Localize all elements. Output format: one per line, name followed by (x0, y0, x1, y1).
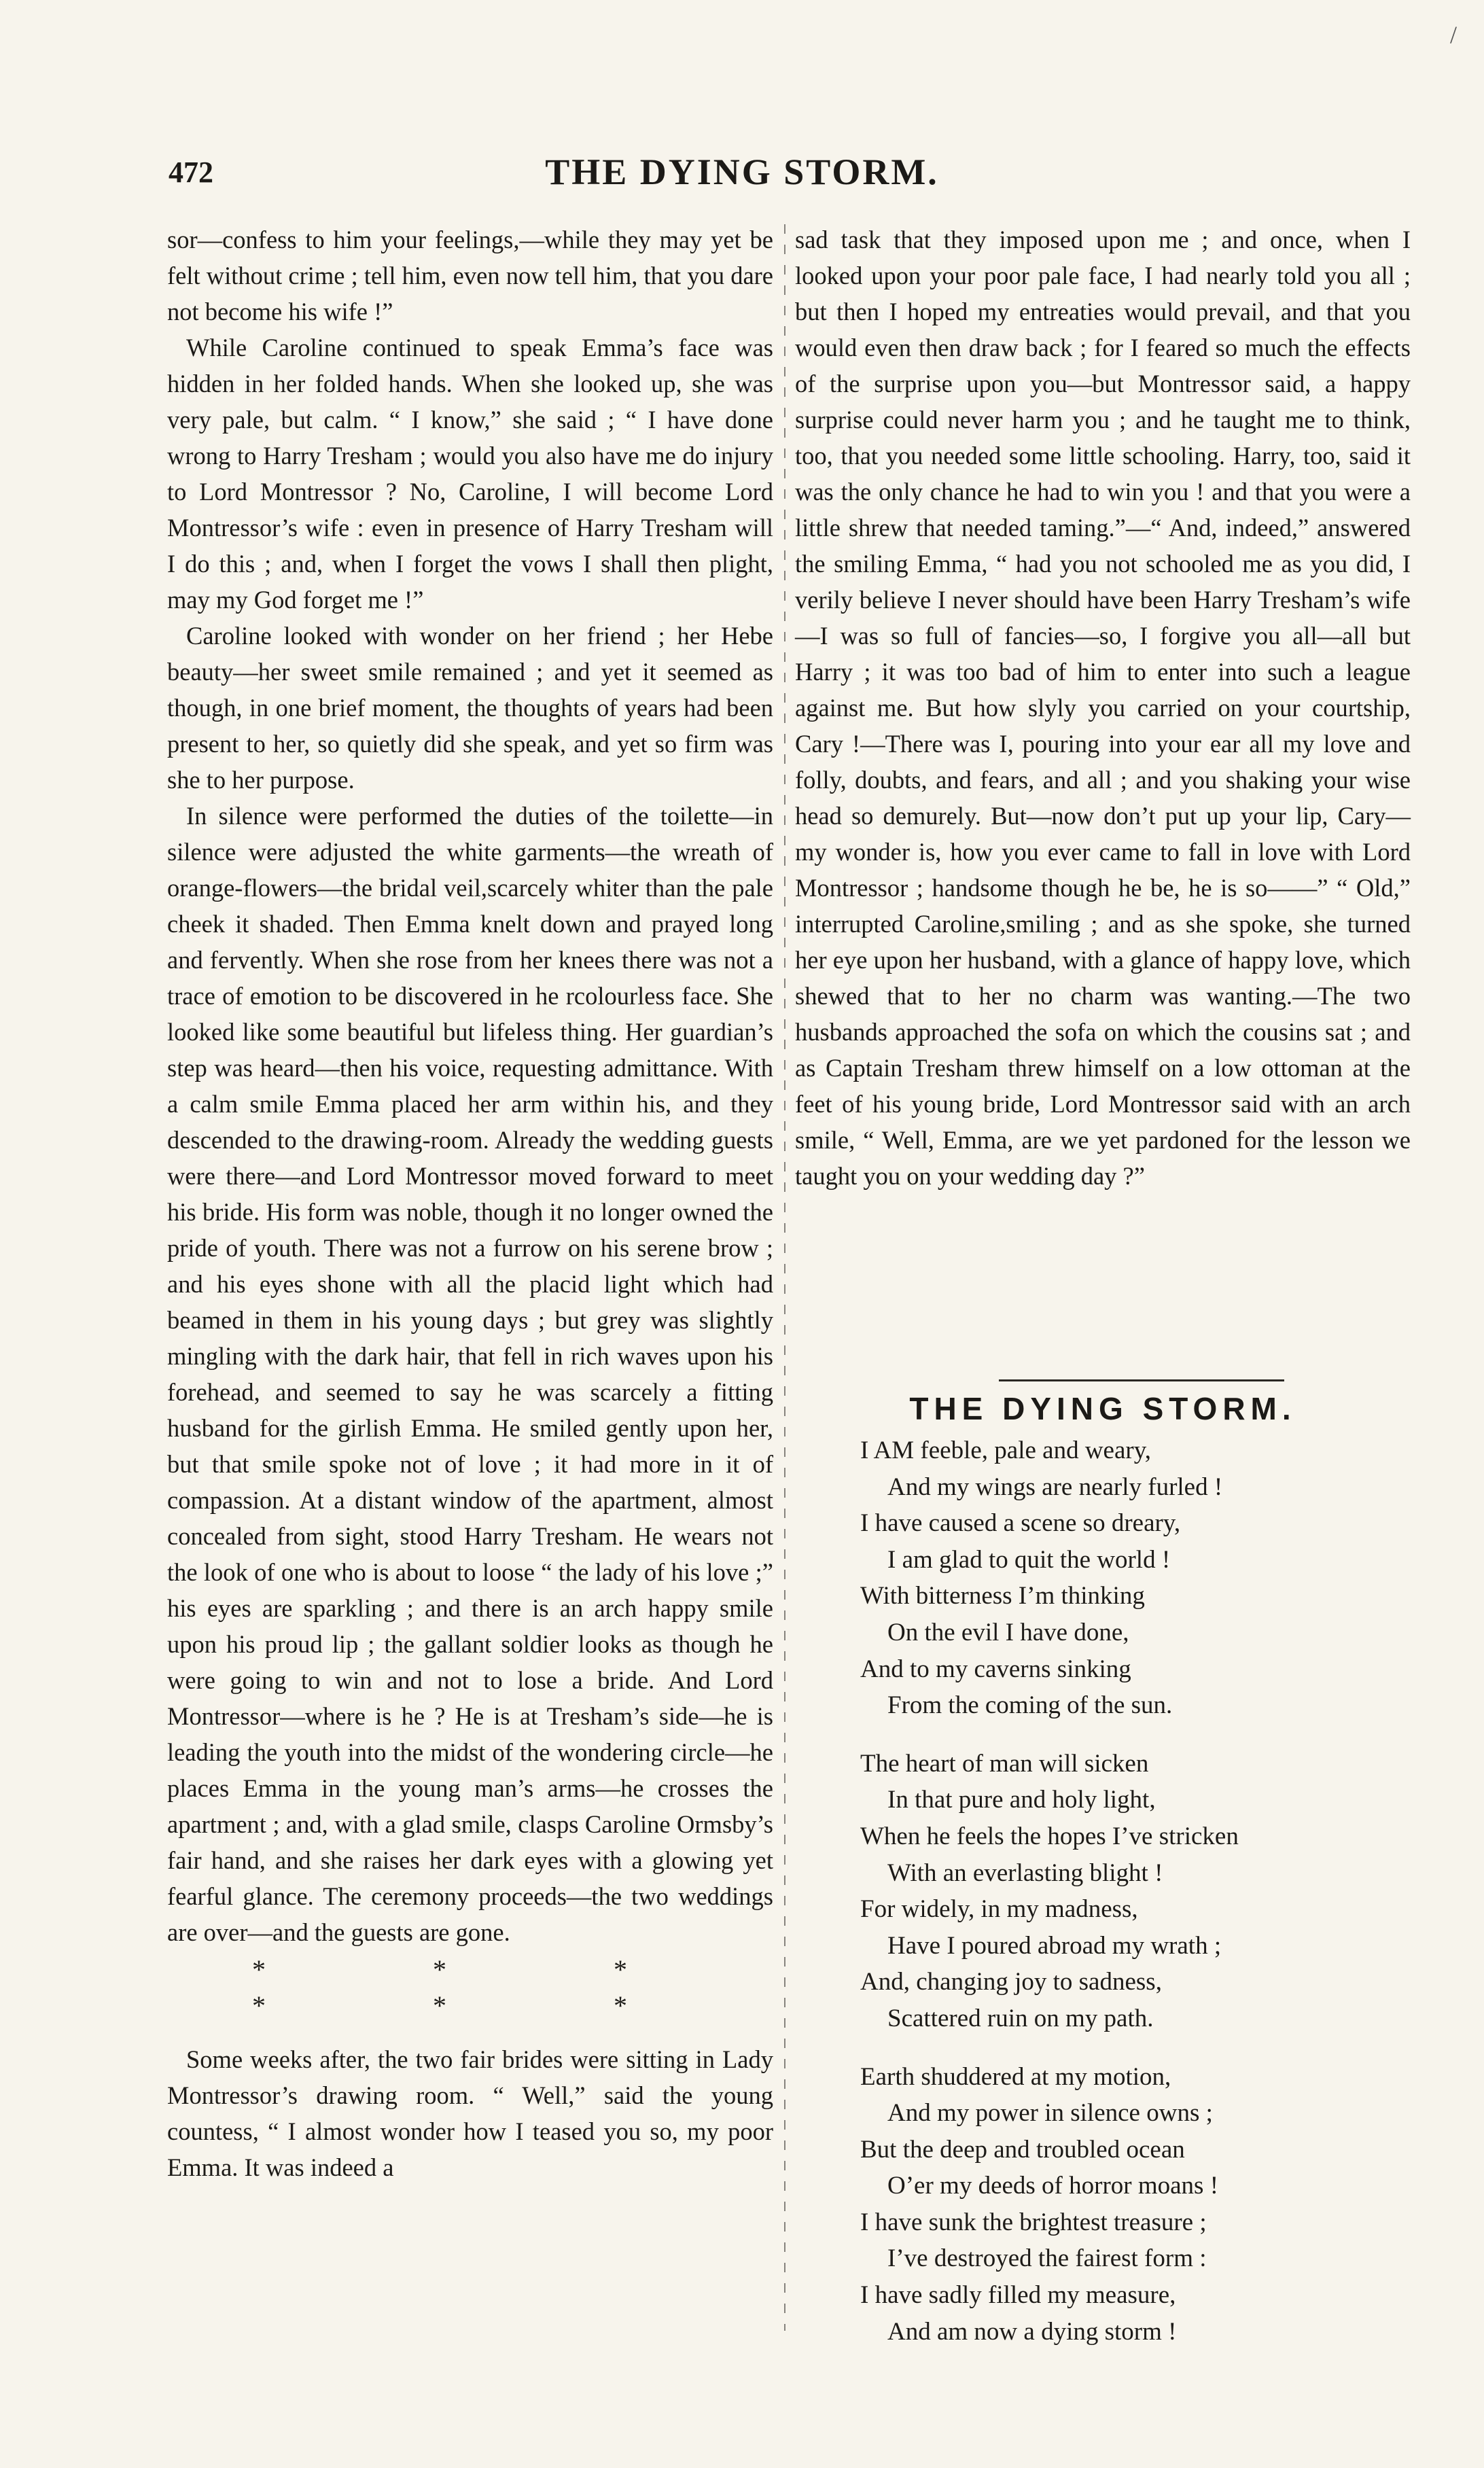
poem-line: I have sadly filled my measure, (860, 2281, 1176, 2310)
poem-line: Have I poured abroad my wrath ; (887, 1931, 1222, 1960)
poem-stanza (860, 2059, 1417, 2350)
poem-stanza (860, 1432, 1417, 1724)
poem-line: O’er my deeds of horror moans ! (887, 2172, 1219, 2200)
poem-line: The heart of man will sicken (860, 1749, 1149, 1778)
poem-line: I have caused a scene so dreary, (860, 1509, 1181, 1538)
poem-line: On the evil I have done, (887, 1618, 1129, 1646)
paragraph: sad task that they imposed upon me ; and once, when I looked upon your poor pale face, I had nearly told you all ; but then I hoped my entreaties would prevail, and that you would even then draw back ; for I feared so much the effects of the surprise upon you—but Montressor said, a happy surprise could never harm you ; and he taught me to think, too, that you needed some little schooling. Harry, too, said it was the only chance he had to win you ! and that you were a little shrew that needed taming.”—“ And, indeed,” answered the smiling Emma, “ had you not schooled me as you did, I verily believe I never should have been Harry Tresham’s wife—I was so full of fancies—so, I forgive you all—all but Harry ; it was too bad of him to enter into such a league against me. But how slyly you carried on your courtship, Cary !—There was I, pouring into your ear all my love and folly, doubts, and fears, and all ; and you shaking your wise head so demurely. But—now don’t put up your lip, Cary—my wonder is, how you ever came to fall in love with Lord Montressor ; handsome though he be, he is so——” “ Old,” interrupted Caroline,smiling ; and as she spoke, she turned her eye upon her husband, with a glance of happy love, which shewed that to her no charm was wanting.—The two husbands approached the sofa on which the cousins sat ; and as Captain Tresham threw himself on a low ottoman at the feet of his young bride, Lord Montressor said with an arch smile, “ Well, Emma, are we yet pardoned for the lesson we taught you on your wedding day ?” (795, 226, 1411, 1190)
page-number: 472 (169, 156, 213, 189)
poem-line: I’ve destroyed the fairest form : (887, 2244, 1207, 2273)
paragraph: While Caroline continued to speak Emma’s face was hidden in her folded hands. When she looked up, she was very pale, but calm. “ I know,” she said ; “ I have done wrong to Harry Tresham ; would you also have me do injury to Lord Montressor ? No, Caroline, I will become Lord Montressor’s wife : even in presence of Harry Tresham will I do this ; and, when I forget the vows I shall then plight, may my God forget me !” (167, 334, 773, 614)
poem (860, 1432, 1417, 2372)
poem-line: Scattered ruin on my path. (887, 2004, 1154, 2032)
poem-line: I AM feeble, pale and weary, (860, 1436, 1152, 1464)
poem-line: And to my caverns sinking (860, 1655, 1131, 1683)
column-rule (784, 224, 785, 2331)
poem-line: And am now a dying storm ! (887, 2317, 1177, 2346)
section-separator: * * * * * * (252, 1954, 707, 2021)
poem-line: And my wings are nearly furled ! (887, 1473, 1223, 1501)
poem-line: But the deep and troubled ocean (860, 2135, 1185, 2164)
paragraph: Caroline looked with wonder on her friend ; her Hebe beauty—her sweet smile remained ; and yet it seemed as though, in one brief moment, the thoughts of years had been present to her, so quietly did she speak, and yet so firm was she to her purpose. (167, 622, 773, 794)
poem-line: I am glad to quit the world ! (887, 1545, 1171, 1574)
left-column (167, 222, 773, 2185)
poem-line: When he feels the hopes I’ve stricken (860, 1822, 1239, 1850)
poem-line: And my power in silence owns ; (887, 2099, 1213, 2128)
poem-line: Earth shuddered at my motion, (860, 2062, 1171, 2091)
poem-line: In that pure and holy light, (887, 1786, 1156, 1814)
poem-line: I have sunk the brightest treasure ; (860, 2208, 1207, 2236)
poem-line: With an everlasting blight ! (887, 1858, 1163, 1887)
paragraph: sor—confess to him your feelings,—while they may yet be felt without crime ; tell him, even now tell him, that you dare not become his wife !” (167, 226, 774, 325)
right-column (795, 222, 1411, 1194)
paragraph: In silence were performed the duties of the toilette—in silence were adjusted the white garments—the wreath of orange-flowers—the bridal veil,scarcely whiter than the pale cheek it shaded. Then Emma knelt down and prayed long and fervently. When she rose from her knees there was not a trace of emotion to be discovered in he rcolourless face. She looked like some beautiful but lifeless thing. Her guardian’s step was heard—then his voice, requesting admittance. With a calm smile Emma placed her arm within his, and they descended to the drawing-room. Already the wedding guests were there—and Lord Montressor moved forward to meet his bride. His form was noble, though it no longer owned the pride of youth. There was not a furrow on his serene brow ; and his eyes shone with all the placid light which had beamed in them in his young days ; but grey was slightly mingling with the dark hair, that fell in rich waves upon his forehead, and seemed to say he was scarcely a fitting husband for the girlish Emma. He smiled gently upon her, but that smile spoke not of love ; it had more in it of compassion. At a distant window of the apartment, almost concealed from sight, stood Harry Tresham. He wears not the look of one who is about to loose “ the lady of his love ;” his eyes are sparkling ; and there is an arch happy smile upon his proud lip ; the gallant soldier looks as though he were going to win and not to lose a bride. And Lord Montressor—where is he ? He is at Tresham’s side—he is leading the youth into the midst of the wondering circle—he places Emma in the young man’s arms—he crosses the apartment ; and, with a glad smile, clasps Caroline Ormsby’s fair hand, and she raises her dark eyes with a glowing yet fearful glance. The ceremony proceeds—the two weddings are over—and the guests are gone. (167, 802, 773, 1946)
poem-line: For widely, in my madness, (860, 1895, 1138, 1924)
running-head: THE DYING STORM. (545, 152, 939, 192)
poem-line: And, changing joy to sadness, (860, 1968, 1162, 1996)
poem-stanza (860, 1746, 1417, 2037)
paragraph: Some weeks after, the two fair brides were sitting in Lady Montressor’s drawing room. “ Well,” said the young countess, “ I almost wonder how I teased you so, my poor Emma. It was indeed a (167, 2045, 773, 2181)
poem-title: THE DYING STORM. (909, 1391, 1296, 1426)
poem-line: From the coming of the sun. (887, 1691, 1173, 1720)
poem-divider (999, 1379, 1284, 1381)
page-speck: / (1449, 21, 1457, 48)
poem-line: With bitterness I’m thinking (860, 1582, 1145, 1610)
